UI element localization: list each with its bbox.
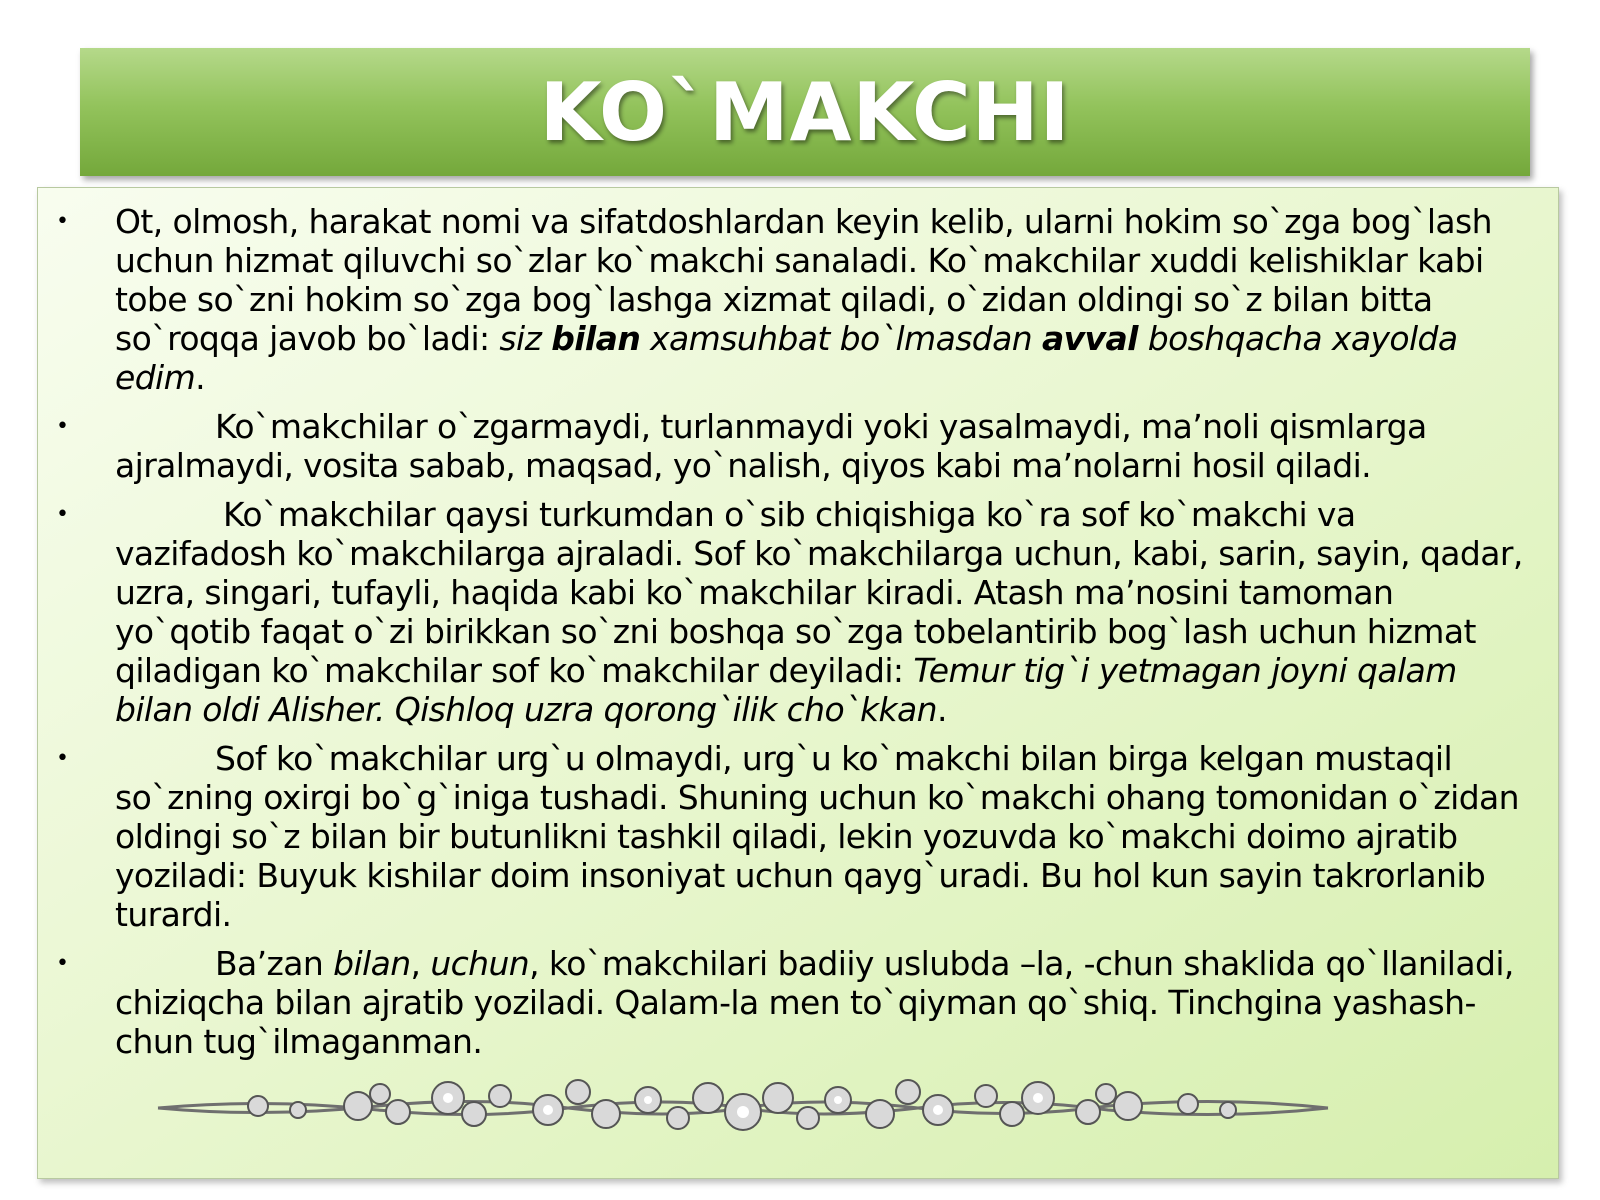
paragraph-text: Sof ko`makchilar urg`u olmaydi, urg`u ko`makchi bilan birga kelgan mustaqil so`zning oxirgi bo`g`iniga tushadi. Shuning uchun ko`makchi ohang tomonidan o`zidan oldingi so`z bilan bir butunlikni tashkil qiladi, lekin yozuvda ko`makchi doimo ajratib yoziladi: Buyuk kishilar doim insoniyat uchun qayg`uradi. Bu hol kun sayin takrorlanib turardi. bbox=[115, 739, 1519, 934]
content-panel bbox=[37, 187, 1559, 1179]
example-text: boshqacha xayolda edim bbox=[115, 319, 1458, 397]
highlighted-word: avval bbox=[1041, 319, 1138, 358]
list-item bbox=[38, 739, 1528, 934]
paragraph-text: Ko`makchilar o`zgarmaydi, turlanmaydi yoki yasalmaydi, ma’noli qismlarga ajralmaydi, vosita sabab, maqsad, yo`nalish, qiyos kabi ma’nolarni hosil qiladi. bbox=[115, 407, 1427, 485]
page-title: KO`MAKCHI bbox=[539, 65, 1071, 159]
list-item bbox=[38, 944, 1528, 1061]
floral-ornament-icon bbox=[148, 1068, 1338, 1148]
paragraph-text: , bbox=[410, 944, 431, 983]
bullet-icon: • bbox=[56, 746, 69, 771]
list-item bbox=[38, 495, 1528, 729]
paragraph-text: Ot, olmosh, harakat nomi va sifatdoshlardan keyin kelib, ularni hokim so`zga bog`lash uchun hizmat qiluvchi so`zlar ko`makchi sanaladi. Ko`makchilar xuddi kelishiklar kabi tobe so`zni hokim so`zga bog`lashga xizmat qiladi, o`zidan oldingi so`z bilan bitta so`roqqa javob bo`ladi: bbox=[115, 202, 1492, 358]
paragraph-text: . bbox=[936, 690, 947, 729]
paragraph-text: . bbox=[195, 358, 206, 397]
example-text: xamsuhbat bo`lmasdan bbox=[640, 319, 1042, 358]
title-banner bbox=[80, 48, 1530, 176]
bullet-list bbox=[38, 188, 1558, 1061]
bullet-icon: • bbox=[56, 209, 69, 234]
paragraph-text: Ko`makchilar qaysi turkumdan o`sib chiqishiga ko`ra sof ko`makchi va vazifadosh ko`makchilarga ajraladi. Sof ko`makchilarga uchun, kabi, sarin, sayin, qadar, uzra, singari, tufayli, haqida kabi ko`makchilar kiradi. Atash ma’nosini tamoman yo`qotib faqat o`zi birikkan so`zni boshqa so`zga tobelantirib bog`lash uchun hizmat qiladigan ko`makchilar sof ko`makchilar deyiladi: bbox=[115, 495, 1523, 690]
example-text: Temur tig`i yetmagan joyni qalam bilan oldi Alisher. Qishloq uzra qorong`ilik cho`kkan bbox=[115, 651, 1457, 729]
paragraph-text: Ba’zan bbox=[215, 944, 334, 983]
example-text: siz bbox=[499, 319, 552, 358]
bullet-icon: • bbox=[56, 951, 69, 976]
list-item bbox=[38, 202, 1528, 397]
bullet-icon: • bbox=[56, 414, 69, 439]
paragraph-text: , ko`makchilari badiiy uslubda –la, -chun shaklida qo`llaniladi, chiziqcha bilan ajratib yoziladi. Qalam-la men to`qiyman qo`shiq. Tinchgina yashash-chun tug`ilmaganman. bbox=[115, 944, 1514, 1061]
highlighted-word: bilan bbox=[551, 319, 641, 358]
example-text: uchun bbox=[430, 944, 530, 983]
bullet-icon: • bbox=[56, 502, 69, 527]
list-item bbox=[38, 407, 1528, 485]
example-text: bilan bbox=[333, 944, 411, 983]
